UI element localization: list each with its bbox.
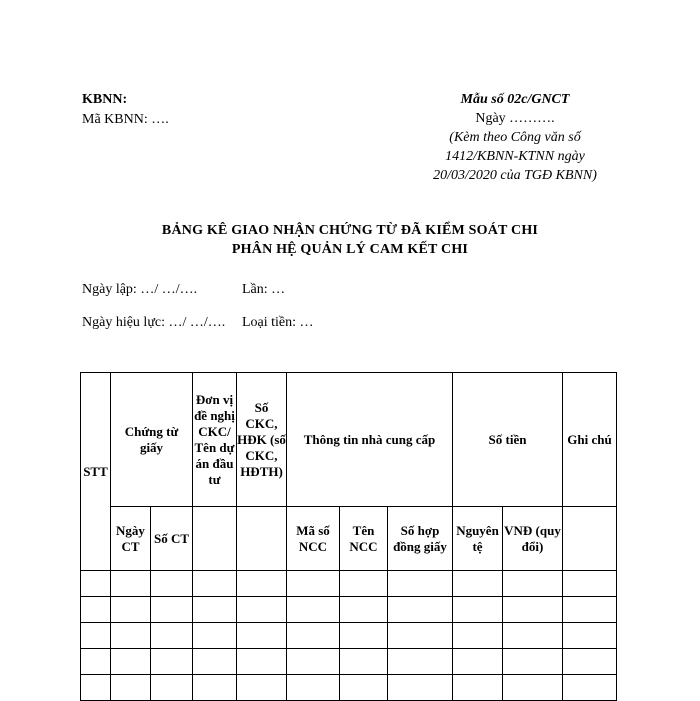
title-line-1: BẢNG KÊ GIAO NHẬN CHỨNG TỪ ĐÃ KIỂM SOÁT CHI bbox=[161, 223, 539, 238]
header-nguyen-te: Nguyên tệ bbox=[453, 507, 503, 571]
empty-cell bbox=[237, 507, 287, 571]
header-so-tien: Số tiền bbox=[453, 373, 563, 507]
table-header-row-2 bbox=[81, 507, 617, 571]
header-don-vi: Đơn vị đề nghị CKC/ Tên dự án đầu tư bbox=[193, 373, 237, 507]
header-ghi-chu: Ghi chú bbox=[563, 373, 617, 507]
effective-date: Ngày hiệu lực: …/ …/…. bbox=[82, 315, 226, 330]
header-right bbox=[400, 90, 630, 185]
header-ten-ncc: Tên NCC bbox=[340, 507, 388, 571]
times-label: Lần: … bbox=[242, 282, 286, 297]
table-row bbox=[81, 597, 617, 623]
header-ngay-ct: Ngày CT bbox=[111, 507, 151, 571]
header-left bbox=[82, 90, 169, 130]
form-date: Ngày ………. bbox=[475, 111, 555, 126]
header-nha-cung-cap: Thông tin nhà cung cấp bbox=[287, 373, 453, 507]
table-row bbox=[81, 675, 617, 701]
empty-cell bbox=[193, 507, 237, 571]
document-title bbox=[80, 221, 620, 259]
table-header-row-1 bbox=[81, 373, 617, 507]
table-row bbox=[81, 649, 617, 675]
table-row bbox=[81, 623, 617, 649]
header-so-hop-dong: Số hợp đồng giấy bbox=[388, 507, 453, 571]
header-chung-tu: Chứng từ giấy bbox=[111, 373, 193, 507]
treasury-code-label: Mã KBNN: …. bbox=[82, 112, 169, 127]
table-row bbox=[81, 571, 617, 597]
handover-table bbox=[80, 372, 617, 701]
header-vnd: VNĐ (quy đổi) bbox=[503, 507, 563, 571]
header-ma-ncc: Mã số NCC bbox=[287, 507, 340, 571]
attachment-note-2: 1412/KBNN-KTNN ngày bbox=[445, 149, 585, 164]
header-stt: STT bbox=[81, 373, 111, 571]
treasury-office-label: KBNN: bbox=[82, 92, 128, 107]
header-so-ckc: Số CKC, HĐK (số CKC, HĐTH) bbox=[237, 373, 287, 507]
attachment-note-1: (Kèm theo Công văn số bbox=[449, 130, 581, 145]
title-line-2: PHÂN HỆ QUẢN LÝ CAM KẾT CHI bbox=[231, 242, 469, 257]
attachment-note-3: 20/03/2020 của TGĐ KBNN) bbox=[433, 168, 597, 183]
header-so-ct: Số CT bbox=[151, 507, 193, 571]
form-number: Mẫu số 02c/GNCT bbox=[460, 92, 570, 107]
currency-label: Loại tiền: … bbox=[242, 315, 314, 330]
empty-cell bbox=[563, 507, 617, 571]
created-date: Ngày lập: …/ …/…. bbox=[82, 282, 198, 297]
